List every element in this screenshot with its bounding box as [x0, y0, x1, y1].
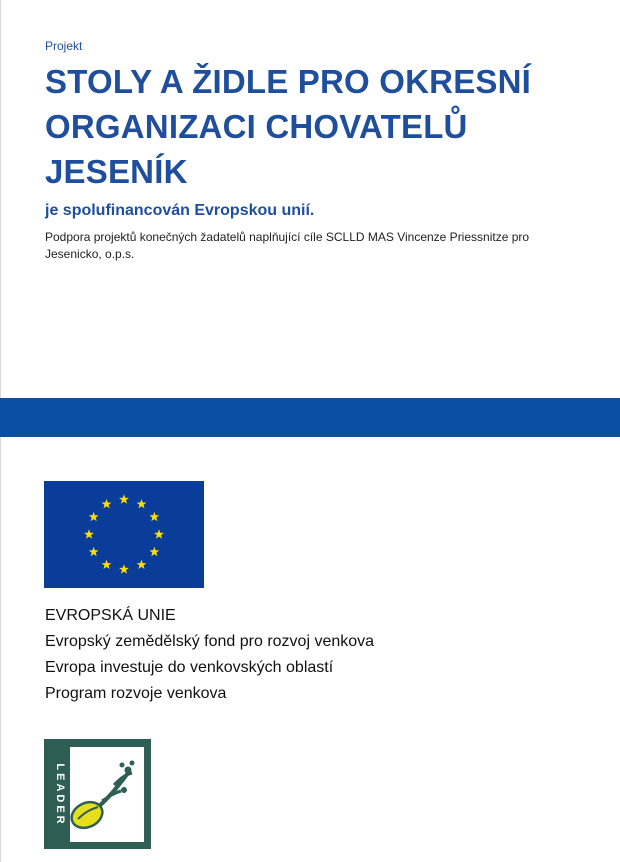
eu-line-2: Evropský zemědělský fond pro rozvoj venkova	[45, 633, 375, 650]
leader-logo-icon	[44, 739, 151, 849]
project-label: Projekt	[45, 39, 83, 53]
eu-line-4: Program rozvoje venkova	[45, 685, 227, 702]
project-description: Podpora projektů konečných žadatelů naplňující cíle SCLLD MAS Vincenze Priessnitze pro Jesenicko, o.p.s.	[45, 230, 530, 261]
project-title: STOLY A ŽIDLE PRO OKRESNÍ ORGANIZACI CHOVATELŮ JESENÍK	[45, 63, 532, 190]
eu-flag-icon	[44, 481, 204, 588]
cofinancing-statement: je spolufinancován Evropskou unií.	[45, 202, 315, 219]
eu-line-3: Evropa investuje do venkovských oblastí	[45, 659, 334, 676]
eu-funding-text	[45, 603, 374, 707]
svg-text:LEADER: LEADER	[54, 763, 66, 827]
eu-line-1: EVROPSKÁ UNIE	[45, 607, 176, 624]
blue-divider-band	[0, 398, 620, 437]
